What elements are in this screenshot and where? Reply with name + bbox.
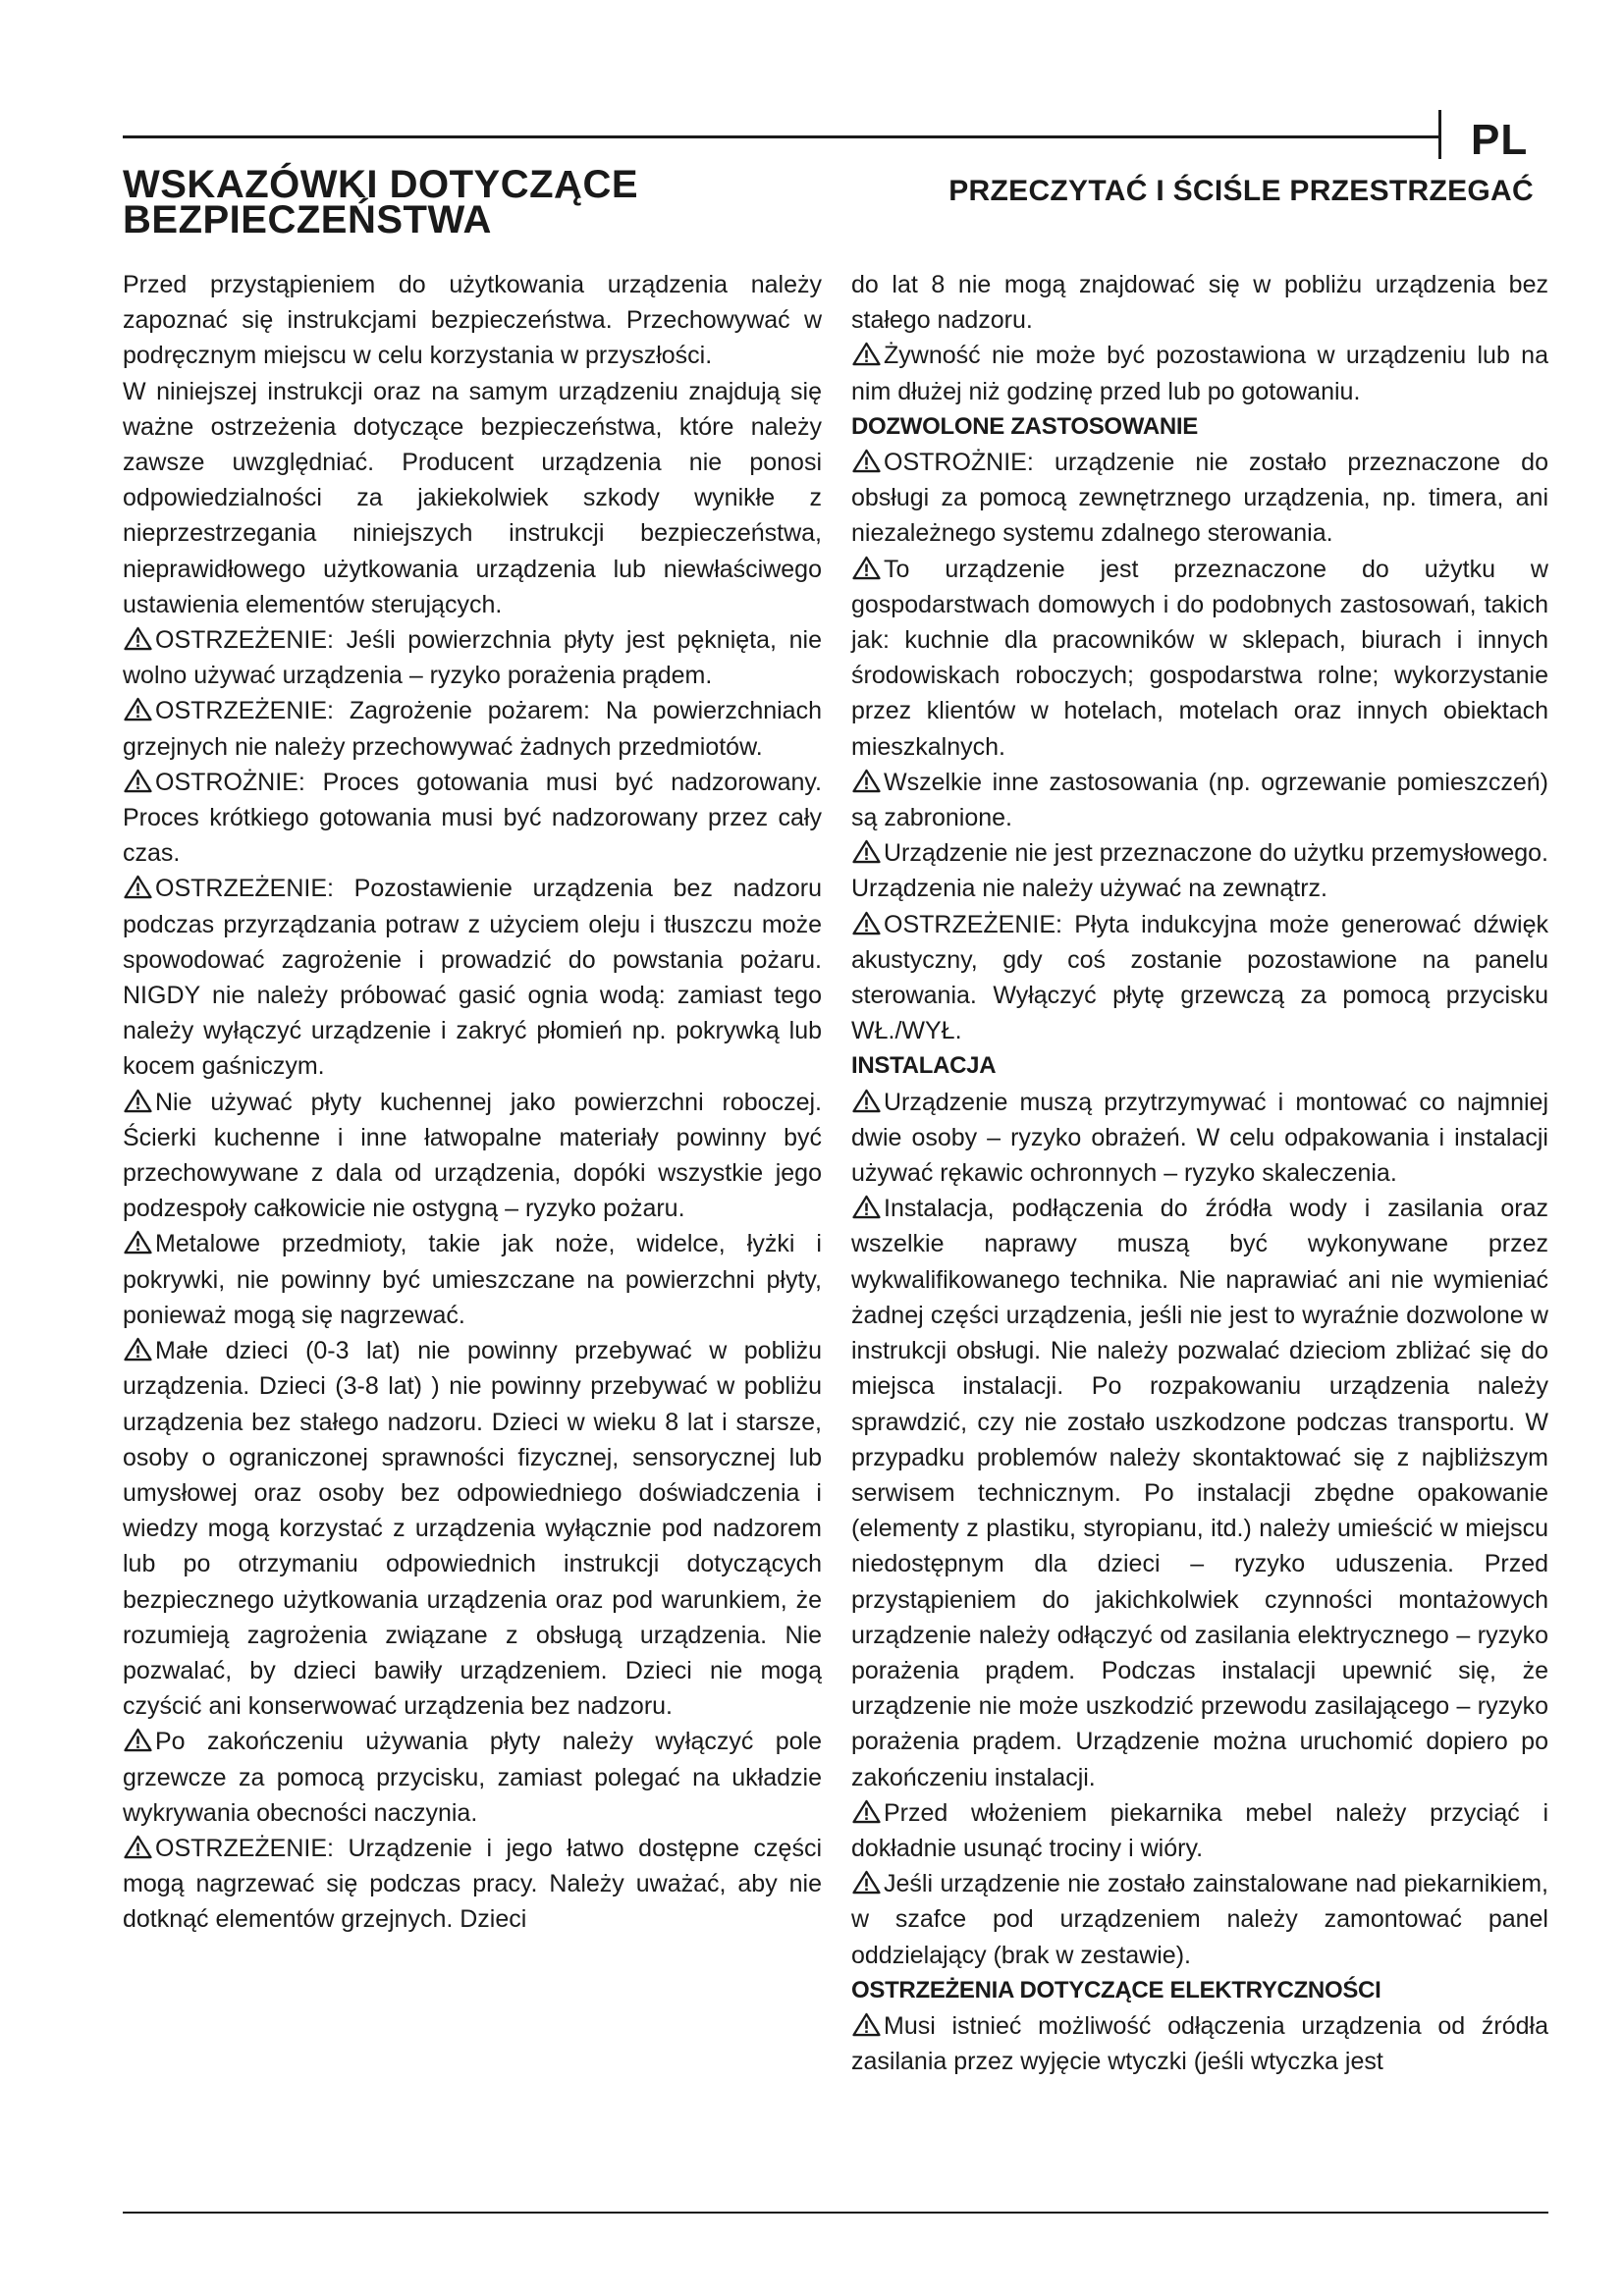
warning-icon bbox=[123, 1835, 153, 1859]
paragraph-text: Urządzenie nie jest przeznaczone do użytku przemysłowego. Urządzenia nie należy używać na zewnątrz. bbox=[851, 839, 1548, 903]
page-subtitle: PRZECZYTAĆ I ŚCIŚLE PRZESTRZEGAĆ bbox=[948, 175, 1534, 207]
paragraph-text: OSTRZEŻENIE: Jeśli powierzchnia płyty jest pęknięta, nie wolno używać urządzenia – ryzyko porażenia prądem. bbox=[123, 626, 822, 690]
warning-icon bbox=[123, 1230, 153, 1255]
warning-icon bbox=[123, 697, 153, 721]
paragraph-text: Instalacja, podłączenia do źródła wody i zasilania oraz wszelkie naprawy muszą być wykonywane przez wykwalifikowanego technika. Nie naprawiać ani nie wymieniać żadnej części urządzenia, jeśli nie jest to wyraźnie dozwolone w instrukcji obsługi. Nie należy pozwalać dzieciom zbliżać się do miejsca instalacji. Po rozpakowaniu urządzenia należy sprawdzić, czy nie zostało uszkodzone podczas transportu. W przypadku problemów należy skontaktować się z najbliższym serwisem technicznym. Po instalacji zbędne opakowanie (elementy z plastiku, styropianu, itd.) należy umieścić w miejscu niedostępnym dla dzieci – ryzyko uduszenia. Przed przystąpieniem do jakichkolwiek czynności montażowych urządzenie należy odłączyć od zasilania elektrycznego – ryzyko porażenia prądem. Podczas instalacji upewnić się, że urządzenie nie może uszkodzić przewodu zasilającego – ryzyko porażenia prądem. Urządzenie można uruchomić dopiero po zakończeniu instalacji. bbox=[851, 1195, 1548, 1791]
paragraph-text: Małe dzieci (0-3 lat) nie powinny przebywać w pobliżu urządzenia. Dzieci (3-8 lat) ) nie powinny przebywać w pobliżu urządzenia bez stałego nadzoru. Dzieci w wieku 8 lat i starsze, osoby o ograniczonej sprawności fizycznej, sensorycznej lub umysłowej oraz osoby bez odpowiedniego doświadczenia i wiedzy mogą korzystać z urządzenia wyłącznie pod nadzorem lub po otrzymaniu odpowiednich instrukcji dotyczących bezpiecznego użytkowania urządzenia oraz pod warunkiem, że rozumieją zagrożenia związane z obsługą urządzenia. Nie pozwalać, by dzieci bawiły urządzeniem. Dzieci nie mogą czyścić ani konserwować urządzenia bez nadzoru. bbox=[123, 1337, 822, 1721]
warning-icon bbox=[851, 769, 882, 793]
paragraph-text: OSTRZEŻENIE: Urządzenie i jego łatwo dostępne części mogą nagrzewać się podczas pracy. Należy uważać, aby nie dotknąć elementów grzejnych. Dzieci bbox=[123, 1834, 822, 1934]
paragraph-text: Wszelkie inne zastosowania (np. ogrzewanie pomieszczeń) są zabronione. bbox=[851, 768, 1548, 832]
warning-icon bbox=[851, 342, 882, 366]
page-title-line2: BEZPIECZEŃSTWA bbox=[123, 198, 492, 241]
paragraph bbox=[851, 835, 1548, 906]
right-column bbox=[851, 267, 1548, 2079]
warning-icon bbox=[123, 1089, 153, 1113]
paragraph bbox=[123, 693, 822, 764]
section-heading-text: INSTALACJA bbox=[851, 1052, 997, 1080]
paragraph bbox=[123, 1831, 822, 1938]
paragraph-text: Musi istnieć możliwość odłączenia urządzenia od źródła zasilania przez wyjęcie wtyczki (jeśli wtyczka jest bbox=[851, 2011, 1548, 2076]
paragraph-text: Jeśli urządzenie nie zostało zainstalowane nad piekarnikiem, w szafce pod urządzeniem należy zamontować panel oddzielający (brak w zestawie). bbox=[851, 1870, 1548, 1969]
paragraph-text: OSTROŻNIE: Proces gotowania musi być nadzorowany. Proces krótkiego gotowania musi być nadzorowany przez cały czas. bbox=[123, 768, 822, 868]
paragraph-text: OSTRZEŻENIE: Płyta indukcyjna może generować dźwięk akustyczny, gdy coś zostanie pozostawione na panelu sterowania. Wyłączyć płytę grzewczą za pomocą przycisku WŁ./WYŁ. bbox=[851, 910, 1548, 1045]
paragraph-text: To urządzenie jest przeznaczone do użytku w gospodarstwach domowych i do podobnych zastosowań, takich jak: kuchnie dla pracowników w sklepach, biurach i innych środowiskach roboczych; gospodarstwa rolne; wykorzystanie przez klientów w hotelach, motelach oraz innych obiektach mieszkalnych. bbox=[851, 555, 1548, 761]
section-heading-text: DOZWOLONE ZASTOSOWANIE bbox=[851, 412, 1198, 440]
warning-icon bbox=[851, 1870, 882, 1895]
paragraph-text: W niniejszej instrukcji oraz na samym urządzeniu znajdują się ważne ostrzeżenia dotyczące bezpieczeństwa, które należy zawsze uwzględniać. Producent urządzenia nie ponosi odpowiedzialności za jakiekolwiek szkody wynikłe z nieprzestrzegania niniejszych instrukcji bezpieczeństwa, nieprawidłowego użytkowania urządzenia lub niewłaściwego ustawienia elementów sterujących. bbox=[123, 377, 822, 618]
warning-icon bbox=[123, 626, 153, 651]
paragraph-text: OSTRZEŻENIE: Zagrożenie pożarem: Na powierzchniach grzejnych nie należy przechowywać żadnych przedmiotów. bbox=[123, 697, 822, 761]
warning-icon bbox=[851, 449, 882, 473]
warning-icon bbox=[851, 1799, 882, 1824]
paragraph bbox=[123, 622, 822, 693]
paragraph-text: OSTRZEŻENIE: Pozostawienie urządzenia bez nadzoru podczas przyrządzania potraw z użyciem oleju i tłuszczu może spowodować zagrożenie i prowadzić do powstania pożaru. NIGDY nie należy próbować gasić ognia wodą: zamiast tego należy wyłączyć urządzenie i zakryć płomień np. pokrywką lub kocem gaśniczym. bbox=[123, 875, 822, 1081]
paragraph bbox=[851, 765, 1548, 835]
paragraph-text: Urządzenie muszą przytrzymywać i montować co najmniej dwie osoby – ryzyko obrażeń. W celu odpakowania i instalacji używać rękawic ochronnych – ryzyko skaleczenia. bbox=[851, 1088, 1548, 1188]
paragraph bbox=[123, 374, 822, 622]
top-rule-tick bbox=[1438, 110, 1441, 159]
paragraph-text: do lat 8 nie mogą znajdować się w pobliżu urządzenia bez stałego nadzoru. bbox=[851, 271, 1548, 335]
paragraph bbox=[851, 1191, 1548, 1794]
paragraph bbox=[851, 907, 1548, 1049]
paragraph-text: OSTROŻNIE: urządzenie nie zostało przeznaczone do obsługi za pomocą zewnętrznego urządzenia, np. timera, ani niezależnego systemu zdalnego sterowania. bbox=[851, 449, 1548, 548]
page-title bbox=[123, 163, 751, 241]
section-heading bbox=[851, 409, 1548, 445]
warning-icon bbox=[851, 839, 882, 864]
paragraph-text: Żywność nie może być pozostawiona w urządzeniu lub na nim dłużej niż godzinę przed lub po gotowaniu. bbox=[851, 342, 1548, 405]
section-heading-text: OSTRZEŻENIA DOTYCZĄCE ELEKTRYCZNOŚCI bbox=[851, 1976, 1381, 2003]
paragraph bbox=[123, 1724, 822, 1831]
paragraph bbox=[851, 552, 1548, 765]
section-heading bbox=[851, 1048, 1548, 1084]
warning-icon bbox=[123, 1337, 153, 1362]
paragraph-text: Przed przystąpieniem do użytkowania urządzenia należy zapoznać się instrukcjami bezpieczeństwa. Przechowywać w podręcznym miejscu w celu korzystania w przyszłości. bbox=[123, 271, 822, 370]
paragraph bbox=[123, 1085, 822, 1227]
warning-icon bbox=[851, 1195, 882, 1219]
warning-icon bbox=[123, 875, 153, 899]
paragraph bbox=[851, 1866, 1548, 1973]
left-column bbox=[123, 267, 822, 1938]
paragraph-text: Nie używać płyty kuchennej jako powierzchni roboczej. Ścierki kuchenne i inne łatwopalne materiały powinny być przechowywane z dala od urządzenia, dopóki wszystkie jego podzespoły całkowicie nie ostygną – ryzyko pożaru. bbox=[123, 1088, 822, 1223]
paragraph bbox=[123, 1226, 822, 1333]
paragraph-text: Metalowe przedmioty, takie jak noże, widelce, łyżki i pokrywki, nie powinny być umieszczane na powierzchni płyty, ponieważ mogą się nagrzewać. bbox=[123, 1230, 822, 1329]
language-code: PL bbox=[1471, 116, 1529, 164]
section-heading bbox=[851, 1973, 1548, 2008]
warning-icon bbox=[851, 2012, 882, 2037]
top-rule bbox=[123, 135, 1440, 138]
warning-icon bbox=[123, 769, 153, 793]
paragraph bbox=[851, 267, 1548, 338]
warning-icon bbox=[851, 556, 882, 580]
paragraph bbox=[123, 871, 822, 1084]
page-title-line1: WSKAZÓWKI DOTYCZĄCE bbox=[123, 163, 639, 206]
warning-icon bbox=[123, 1728, 153, 1752]
paragraph bbox=[851, 1085, 1548, 1192]
paragraph bbox=[851, 2008, 1548, 2079]
paragraph bbox=[851, 1795, 1548, 1866]
paragraph bbox=[123, 267, 822, 374]
paragraph bbox=[123, 765, 822, 872]
warning-icon bbox=[851, 911, 882, 935]
paragraph-text: Przed włożeniem piekarnika mebel należy przyciąć i dokładnie usunąć trociny i wióry. bbox=[851, 1798, 1548, 1862]
paragraph bbox=[123, 1333, 822, 1724]
paragraph bbox=[851, 338, 1548, 408]
paragraph bbox=[851, 445, 1548, 552]
warning-icon bbox=[851, 1089, 882, 1113]
bottom-rule bbox=[123, 2212, 1548, 2214]
paragraph-text: Po zakończeniu używania płyty należy wyłączyć pole grzewcze za pomocą przycisku, zamiast polegać na układzie wykrywania obecności naczynia. bbox=[123, 1728, 822, 1827]
